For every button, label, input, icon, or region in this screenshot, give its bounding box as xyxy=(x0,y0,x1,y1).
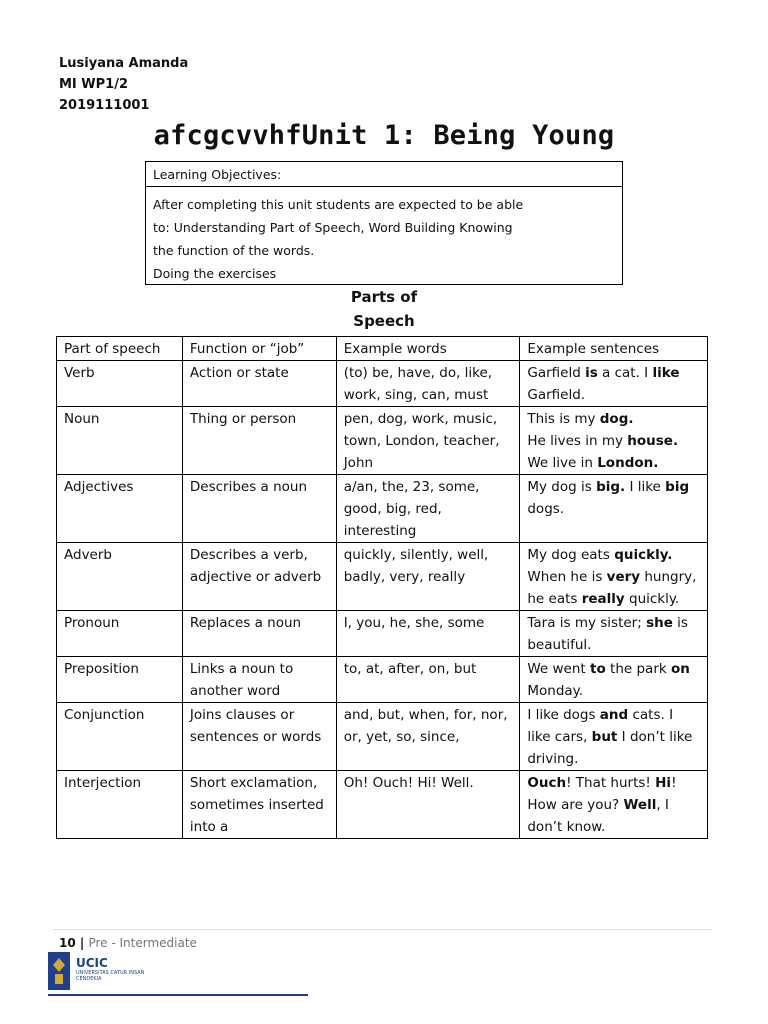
function-cell: Short exclamation, sometimes inserted into a xyxy=(182,771,336,839)
table-row xyxy=(57,475,708,543)
sentence-keyword: house. xyxy=(627,433,679,449)
logo-wordmark: UCIC xyxy=(76,956,108,970)
part-cell: Preposition xyxy=(57,657,183,703)
sentence-keyword: really xyxy=(581,591,625,607)
sentence-text: I don’t like driving. xyxy=(527,729,693,767)
sentence-keyword: Ouch xyxy=(527,775,567,791)
part-cell: Pronoun xyxy=(57,611,183,657)
column-header: Function or “job” xyxy=(182,337,336,361)
sentence-keyword: like xyxy=(652,365,680,381)
sentence-line xyxy=(527,408,700,430)
sentence-text: We live in xyxy=(527,455,598,471)
footer-separator: | xyxy=(75,936,89,950)
sentence-keyword: she xyxy=(646,615,673,631)
objectives-line: After completing this unit students are expected to be able xyxy=(153,197,524,212)
objectives-line: to: Understanding Part of Speech, Word Building Knowing xyxy=(153,220,513,235)
sentence-keyword: is xyxy=(585,365,598,381)
sentence-cell xyxy=(520,543,708,611)
table-row xyxy=(57,657,708,703)
function-cell: Thing or person xyxy=(182,407,336,475)
sentence-keyword: big. xyxy=(596,479,626,495)
footer-divider xyxy=(53,929,712,930)
words-cell: pen, dog, work, music, town, London, teacher, John xyxy=(336,407,520,475)
sentence-keyword: but xyxy=(591,729,618,745)
unit-title: afcgcvvhfUnit 1: Being Young xyxy=(153,120,615,151)
objectives-heading: Learning Objectives: xyxy=(146,162,622,187)
part-cell: Adjectives xyxy=(57,475,183,543)
sentence-cell xyxy=(520,475,708,543)
sentence-text: I like dogs xyxy=(527,707,600,723)
sentence-text: Garfield xyxy=(527,365,586,381)
words-cell: (to) be, have, do, like, work, sing, can, must xyxy=(336,361,520,407)
sentence-text: ! That hurts! xyxy=(566,775,656,791)
sentence-cell xyxy=(520,657,708,703)
university-logo xyxy=(48,950,308,996)
sentence-text: When he is xyxy=(527,569,607,585)
sentence-cell xyxy=(520,361,708,407)
sentence-text: Tara is my sister; xyxy=(527,615,647,631)
words-cell: quickly, silently, well, badly, very, really xyxy=(336,543,520,611)
function-cell: Describes a verb, adjective or adverb xyxy=(182,543,336,611)
sentence-keyword: London. xyxy=(597,455,659,471)
sentence-text: a cat. I xyxy=(597,365,653,381)
words-cell: Oh! Ouch! Hi! Well. xyxy=(336,771,520,839)
sentence-text: quickly. xyxy=(624,591,680,607)
sentence-cell xyxy=(520,771,708,839)
student-info xyxy=(59,53,188,116)
objectives-body xyxy=(146,187,622,285)
function-cell: Describes a noun xyxy=(182,475,336,543)
course-level: Pre - Intermediate xyxy=(88,936,197,950)
part-cell: Adverb xyxy=(57,543,183,611)
sentence-text: ! How are you? xyxy=(527,775,677,813)
sentence-keyword: quickly. xyxy=(614,547,673,563)
sentence-text: I like xyxy=(625,479,666,495)
words-cell: and, but, when, for, nor, or, yet, so, since, xyxy=(336,703,520,771)
sentence-keyword: very xyxy=(606,569,641,585)
words-cell: to, at, after, on, but xyxy=(336,657,520,703)
sentence-keyword: big xyxy=(665,479,690,495)
section-title-line: Parts of xyxy=(350,288,418,306)
sentence-text: My dog is xyxy=(527,479,597,495)
student-name: Lusiyana Amanda xyxy=(59,56,189,71)
function-cell: Joins clauses or sentences or words xyxy=(182,703,336,771)
sentence-keyword: dog. xyxy=(599,411,634,427)
column-header: Example sentences xyxy=(520,337,708,361)
function-cell: Links a noun to another word xyxy=(182,657,336,703)
words-cell: a/an, the, 23, some, good, big, red, interesting xyxy=(336,475,520,543)
sentence-text: Garfield. xyxy=(527,387,586,403)
student-class: MI WP1/2 xyxy=(59,77,129,92)
sentence-text: , I don’t know. xyxy=(527,797,669,835)
function-cell: Action or state xyxy=(182,361,336,407)
objectives-line: Doing the exercises xyxy=(153,266,277,281)
page-number: 10 xyxy=(59,936,76,950)
table-row xyxy=(57,543,708,611)
sentence-text: is beautiful. xyxy=(527,615,688,653)
sentence-keyword: and xyxy=(599,707,629,723)
sentence-text: cats. I like cars, xyxy=(527,707,674,745)
table-header-row xyxy=(57,337,708,361)
objectives-line: the function of the words. xyxy=(153,243,315,258)
table-row xyxy=(57,611,708,657)
logo-subtitle: UNIVERSITAS CATUR INSAN CENDEKIA xyxy=(76,970,145,982)
table-row xyxy=(57,771,708,839)
sentence-text: This is my xyxy=(527,411,600,427)
sentence-cell xyxy=(520,407,708,475)
part-cell: Conjunction xyxy=(57,703,183,771)
sentence-cell xyxy=(520,611,708,657)
student-id: 2019111001 xyxy=(59,98,150,113)
section-title-line: Speech xyxy=(353,312,415,330)
sentence-text: dogs. xyxy=(527,501,565,517)
sentence-text: the park xyxy=(605,661,671,677)
column-header: Example words xyxy=(336,337,520,361)
section-title xyxy=(0,285,768,333)
table-row xyxy=(57,407,708,475)
sentence-keyword: to xyxy=(590,661,606,677)
table-row xyxy=(57,703,708,771)
page-footer xyxy=(59,936,197,950)
learning-objectives-box xyxy=(145,161,623,285)
words-cell: I, you, he, she, some xyxy=(336,611,520,657)
table-row xyxy=(57,361,708,407)
sentence-text: hungry, he eats xyxy=(527,569,697,607)
sentence-text: We went xyxy=(527,661,591,677)
sentence-keyword: on xyxy=(671,661,690,677)
sentence-text: Monday. xyxy=(527,683,584,699)
sentence-text: My dog eats xyxy=(527,547,615,563)
column-header: Part of speech xyxy=(57,337,183,361)
sentence-line xyxy=(527,452,700,474)
part-cell: Noun xyxy=(57,407,183,475)
part-cell: Verb xyxy=(57,361,183,407)
parts-of-speech-table xyxy=(56,336,708,839)
sentence-cell xyxy=(520,703,708,771)
university-crest-icon xyxy=(48,952,70,990)
sentence-keyword: Well xyxy=(623,797,657,813)
function-cell: Replaces a noun xyxy=(182,611,336,657)
part-cell: Interjection xyxy=(57,771,183,839)
sentence-keyword: Hi xyxy=(655,775,672,791)
sentence-text: He lives in my xyxy=(527,433,628,449)
sentence-line xyxy=(527,430,700,452)
